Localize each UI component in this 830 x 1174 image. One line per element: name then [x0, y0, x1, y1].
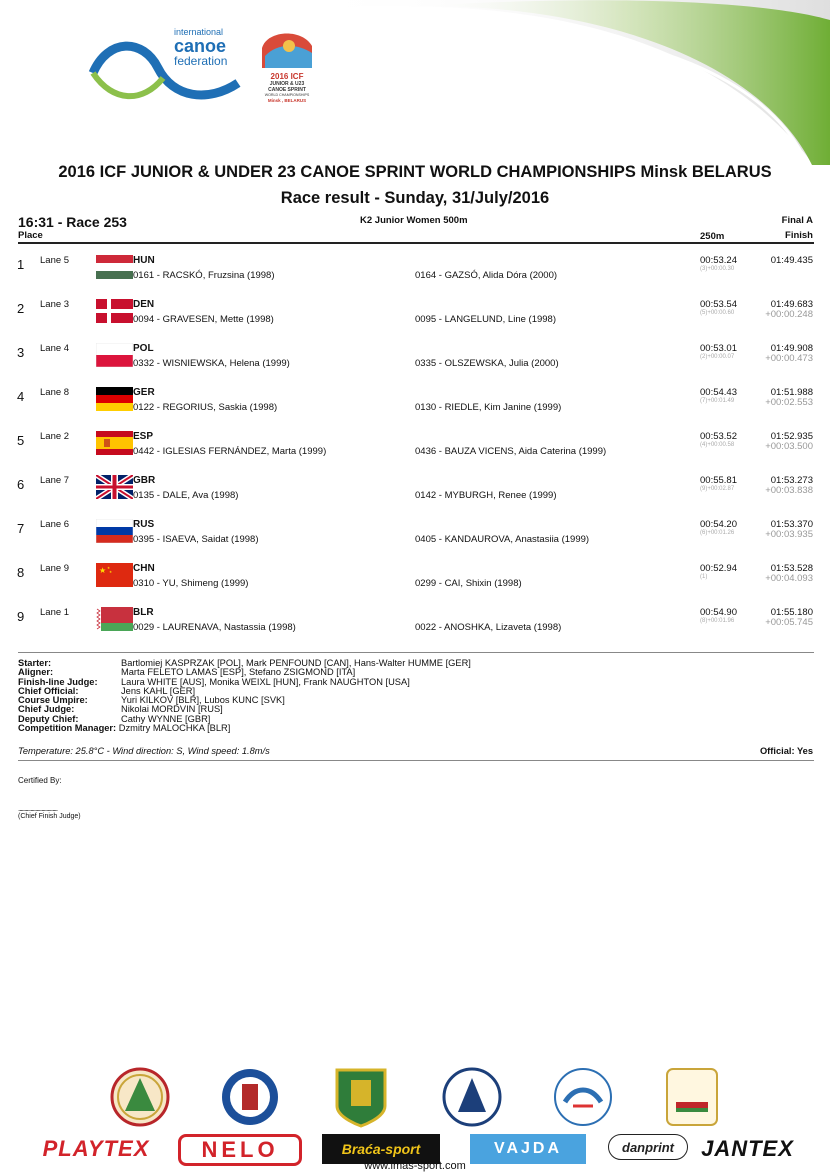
split-250m-rank: (3)+00:00.30: [700, 266, 735, 272]
event-logo-line-1: 2016 ICF: [270, 72, 304, 81]
split-250m: 00:53.24: [700, 255, 737, 266]
event-name: K2 Junior Women 500m: [360, 215, 468, 226]
finish-time: 01:52.935: [770, 431, 813, 442]
conditions-divider: [18, 760, 814, 761]
split-250m-rank: (6)+00:01.26: [700, 530, 735, 536]
event-logo-line-3: CANOE SPRINT: [268, 87, 306, 93]
icf-line-3: federation: [174, 54, 228, 68]
emblem-3-icon: [333, 1066, 389, 1128]
athlete-2: 0335 - OLSZEWSKA, Julia (2000): [415, 358, 559, 369]
country-code: DEN: [133, 299, 155, 310]
place-cell: 8: [17, 565, 25, 580]
sponsor-playtex: PLAYTEX: [42, 1136, 150, 1161]
official-names: Yuri KILKOV [BLR], Lubos KUNC [SVK]: [121, 695, 285, 706]
finish-time: 01:49.435: [770, 255, 813, 266]
col-250m-header: 250m: [700, 231, 725, 242]
country-code: POL: [133, 343, 154, 354]
finish-time: 01:49.683: [770, 299, 813, 310]
flag-hun-icon: [96, 255, 133, 279]
emblem-4-icon: [442, 1066, 502, 1128]
page-subtitle: Race result - Sunday, 31/July/2016: [280, 189, 550, 207]
finish-time: 01:49.908: [770, 343, 813, 354]
finish-gap: +00:05.745: [765, 617, 813, 628]
split-250m: 00:52.94: [700, 563, 737, 574]
emblem-1-icon: [110, 1066, 170, 1128]
split-250m-rank: (9)+00:02.87: [700, 486, 735, 492]
athlete-2: 0130 - RIEDLE, Kim Janine (1999): [415, 402, 562, 413]
split-250m-rank: (1): [700, 574, 708, 580]
sponsor-vajda: VAJDA: [470, 1134, 586, 1164]
official-line: [18, 696, 471, 705]
lane-cell: Lane 5: [40, 255, 70, 266]
website-url[interactable]: www.imas-sport.com: [364, 1160, 466, 1172]
col-place-header: Place: [18, 230, 43, 241]
official-line: [18, 724, 471, 733]
country-code: CHN: [133, 563, 155, 574]
athlete-1: 0332 - WISNIEWSKA, Helena (1999): [133, 358, 290, 369]
athlete-1: 0122 - REGORIUS, Saskia (1998): [133, 402, 278, 413]
official-names: Nikolai MORDVIN [RUS]: [121, 704, 223, 715]
col-finish-header: Finish: [785, 230, 813, 241]
split-250m-rank: (4)+00:00.58: [700, 442, 735, 448]
split-250m: 00:53.54: [700, 299, 737, 310]
finish-time: 01:53.528: [770, 563, 813, 574]
event-logo: [257, 28, 317, 113]
result-row: [0, 607, 830, 651]
split-250m: 00:53.52: [700, 431, 737, 442]
finish-gap: +00:03.838: [765, 485, 813, 496]
result-row: [0, 387, 830, 431]
official-names: Bartlomiej KASPRZAK [POL], Mark PENFOUND [CAN], Hans-Walter HUMME [GER]: [121, 658, 471, 668]
signature-role: (Chief Finish Judge): [18, 813, 81, 820]
weather-conditions: Temperature: 25.8°C - Wind direction: S, Wind speed: 1.8m/s: [18, 746, 270, 756]
place-cell: 4: [17, 389, 25, 404]
athlete-2: 0299 - CAI, Shixin (1998): [415, 578, 522, 589]
finish-gap: +00:00.248: [765, 309, 813, 320]
finish-gap: +00:04.093: [765, 573, 813, 584]
result-row: [0, 563, 830, 607]
icf-line-1: international: [174, 27, 224, 37]
sponsor-braca-sport: Braća-sport: [322, 1134, 440, 1164]
flag-chn-icon: [96, 563, 133, 587]
official-role: Starter:: [18, 658, 52, 668]
official-role: Course Umpire:: [18, 695, 88, 706]
official-names: Laura WHITE [AUS], Monika WEIXL [HUN], Frank NAUGHTON [USA]: [121, 676, 410, 687]
athlete-1: 0161 - RACSKÓ, Fruzsina (1998): [133, 270, 275, 281]
athlete-1: 0029 - LAURENAVA, Nastassia (1998): [133, 622, 296, 633]
place-cell: 3: [17, 345, 25, 360]
federation-emblems: [0, 1064, 830, 1132]
flag-esp-icon: [96, 431, 133, 455]
sponsor-danprint: danprint: [608, 1134, 688, 1160]
svg-text:★: ★: [107, 566, 111, 570]
official-role: Deputy Chief:: [18, 713, 79, 724]
finish-gap: +00:00.473: [765, 353, 813, 364]
result-row: [0, 299, 830, 343]
split-250m: 00:54.20: [700, 519, 737, 530]
athlete-2: 0164 - GAZSÓ, Alida Dóra (2000): [415, 270, 558, 281]
finish-time: 01:53.273: [770, 475, 813, 486]
athlete-2: 0436 - BAUZA VICENS, Aida Caterina (1999): [415, 446, 607, 457]
split-250m: 00:54.43: [700, 387, 737, 398]
lane-cell: Lane 3: [40, 299, 70, 310]
athlete-1: 0094 - GRAVESEN, Mette (1998): [133, 314, 274, 325]
finish-time: 01:55.180: [770, 607, 813, 618]
place-cell: 5: [17, 433, 25, 448]
event-emblem-icon: [257, 28, 317, 73]
split-250m: 00:54.90: [700, 607, 737, 618]
finish-gap: +00:02.553: [765, 397, 813, 408]
split-250m: 00:53.01: [700, 343, 737, 354]
athlete-2: 0142 - MYBURGH, Renee (1999): [415, 490, 557, 501]
official-names: Marta FELETO LAMAS [ESP], Stefano ZSIGMOND [ITA]: [121, 667, 356, 678]
official-status: Official: Yes: [759, 746, 813, 756]
finish-time: 01:51.988: [770, 387, 813, 398]
lane-cell: Lane 4: [40, 343, 70, 354]
lane-cell: Lane 1: [40, 607, 70, 618]
emblem-2-icon: [220, 1066, 280, 1128]
place-cell: 1: [17, 257, 25, 272]
header-divider: [18, 242, 814, 244]
result-row: [0, 255, 830, 299]
place-cell: 7: [17, 521, 25, 536]
officials-list: [18, 659, 471, 733]
country-code: GBR: [133, 475, 156, 486]
flag-rus-icon: [96, 519, 133, 543]
flag-pol-icon: [96, 343, 133, 367]
athlete-1: 0395 - ISAEVA, Saidat (1998): [133, 534, 259, 545]
result-row: [0, 519, 830, 563]
athlete-2: 0095 - LANGELUND, Line (1998): [415, 314, 556, 325]
athlete-2: 0022 - ANOSHKA, Lizaveta (1998): [415, 622, 562, 633]
emblem-6-icon: [664, 1066, 720, 1128]
lane-cell: Lane 9: [40, 563, 70, 574]
official-role: Chief Judge:: [18, 704, 75, 715]
event-logo-line-2: JUNIOR & U23: [269, 81, 305, 87]
finish-gap: +00:03.500: [765, 441, 813, 452]
place-cell: 6: [17, 477, 25, 492]
country-code: BLR: [133, 607, 154, 618]
split-250m: 00:55.81: [700, 475, 737, 486]
result-row: [0, 343, 830, 387]
results-divider: [18, 652, 814, 653]
flag-gbr-icon: [96, 475, 133, 499]
country-code: GER: [133, 387, 155, 398]
event-logo-line-5: Minsk , BELARUS: [267, 98, 307, 103]
race-phase: Final A: [781, 215, 813, 226]
official-line: [18, 705, 471, 714]
official-line: [18, 678, 471, 687]
official-names: Jens KAHL [GER]: [121, 685, 196, 696]
result-row: [0, 475, 830, 519]
split-250m-rank: (7)+00:01.49: [700, 398, 735, 404]
certified-by-label: Certified By:: [18, 776, 62, 785]
country-code: HUN: [133, 255, 155, 266]
split-250m-rank: (2)+00:00.07: [700, 354, 735, 360]
emblem-5-icon: [553, 1066, 613, 1128]
svg-text:★: ★: [99, 566, 107, 575]
place-cell: 9: [17, 609, 25, 624]
lane-cell: Lane 7: [40, 475, 70, 486]
athlete-1: 0442 - IGLESIAS FERNÁNDEZ, Marta (1999): [133, 446, 327, 457]
flag-den-icon: [96, 299, 133, 323]
official-names: Dzmitry MALOCHKA [BLR]: [118, 723, 231, 734]
athlete-2: 0405 - KANDAUROVA, Anastasiia (1999): [415, 534, 590, 545]
lane-cell: Lane 2: [40, 431, 70, 442]
official-role: Finish-line Judge:: [18, 676, 98, 687]
sponsor-nelo: NELO: [178, 1134, 302, 1166]
svg-text:★: ★: [109, 570, 113, 574]
page-title: 2016 ICF JUNIOR & UNDER 23 CANOE SPRINT WORLD CHAMPIONSHIPS Minsk BELARUS: [58, 163, 772, 181]
place-cell: 2: [17, 301, 25, 316]
athlete-1: 0310 - YU, Shimeng (1999): [133, 578, 249, 589]
official-names: Cathy WYNNE [GBR]: [121, 713, 211, 724]
split-250m-rank: (8)+00:01.96: [700, 618, 735, 624]
event-logo-line-4: WORLD CHAMPIONSHIPS: [264, 93, 310, 97]
athlete-1: 0135 - DALE, Ava (1998): [133, 490, 239, 501]
official-role: Chief Official:: [18, 685, 79, 696]
signature-line: ................................: [18, 804, 58, 813]
official-role: Competition Manager:: [18, 723, 117, 734]
country-code: RUS: [133, 519, 155, 530]
sponsor-jantex: JANTEX: [701, 1136, 794, 1161]
finish-gap: +00:03.935: [765, 529, 813, 540]
race-time: 16:31 - Race 253: [18, 214, 127, 230]
split-250m-rank: (5)+00:00.60: [700, 310, 735, 316]
flag-blr-icon: [96, 607, 133, 631]
icf-logo: [88, 28, 248, 113]
official-role: Aligner:: [18, 667, 54, 678]
lane-cell: Lane 8: [40, 387, 70, 398]
result-row: [0, 431, 830, 475]
flag-ger-icon: [96, 387, 133, 411]
icf-line-2: canoe: [174, 36, 227, 56]
finish-time: 01:53.370: [770, 519, 813, 530]
lane-cell: Lane 6: [40, 519, 70, 530]
country-code: ESP: [133, 431, 154, 442]
